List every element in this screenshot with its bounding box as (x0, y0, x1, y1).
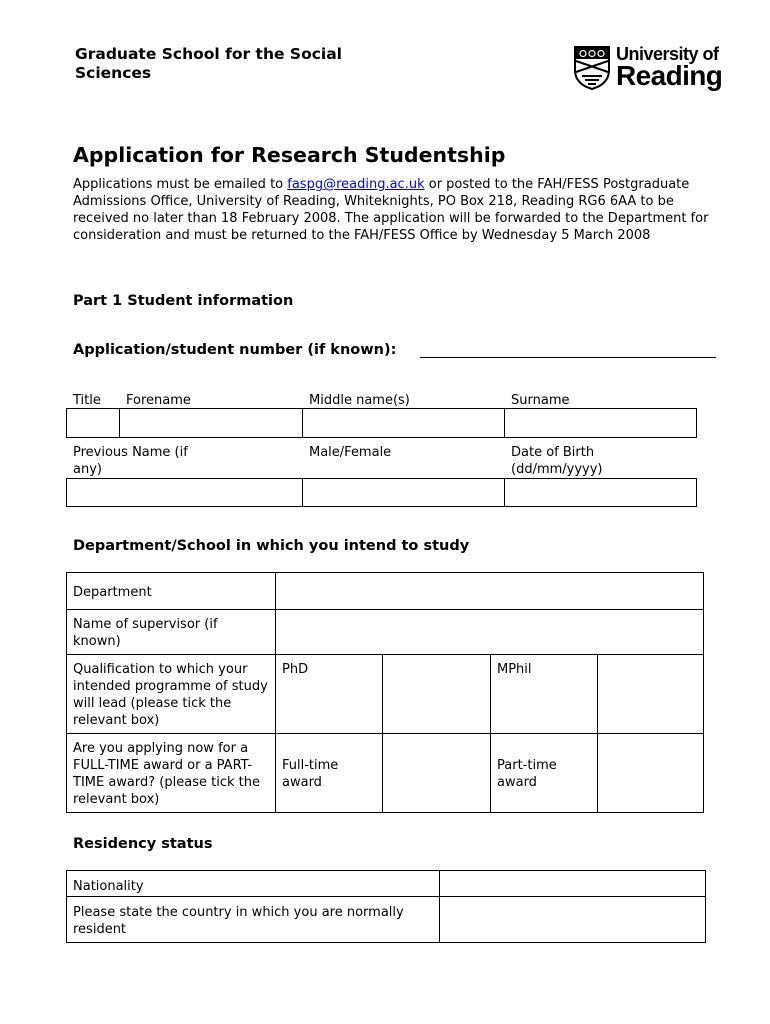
phd-option-label: PhD (276, 655, 383, 734)
title-field[interactable] (67, 409, 120, 438)
intro-paragraph: Applications must be emailed to faspg@reading.ac.uk or posted to the FAH/FESS Postgraduate Admissions Office, University of Reading, Whiteknights, PO Box 218, Reading RG6 6AA to be received no later than 18 February 2008. The application will be forwarded to the Department for consideration and must be returned to the FAH/FESS Office by Wednesday 5 March 2008 (73, 177, 709, 243)
dob-label: Date of Birth (dd/mm/yyyy) (511, 445, 603, 477)
gender-field[interactable] (303, 479, 505, 507)
supervisor-field[interactable] (276, 610, 704, 655)
department-heading: Department/School in which you intend to study (73, 538, 470, 554)
dob-field[interactable] (505, 479, 697, 507)
nationality-label: Nationality (67, 871, 440, 897)
mphil-checkbox[interactable] (598, 655, 704, 734)
surname-label: Surname (511, 393, 570, 408)
name-fields-row (66, 408, 697, 438)
title-label: Title (73, 393, 101, 408)
middle-names-label: Middle name(s) (309, 393, 410, 408)
surname-field[interactable] (505, 409, 697, 438)
university-logo: University of Reading (574, 44, 726, 94)
department-table (66, 572, 704, 813)
app-number-field[interactable] (420, 357, 716, 358)
qualification-label: Qualification to which your intended programme of study will lead (please tick the relevant box) (67, 655, 276, 734)
part-time-checkbox[interactable] (598, 734, 704, 813)
gender-label: Male/Female (309, 445, 392, 460)
middle-names-field[interactable] (303, 409, 505, 438)
residency-table (66, 870, 706, 943)
nationality-field[interactable] (440, 871, 706, 897)
country-field[interactable] (440, 897, 706, 943)
details-fields-row (66, 478, 697, 507)
part1-heading: Part 1 Student information (73, 293, 294, 309)
supervisor-label: Name of supervisor (if known) (67, 610, 276, 655)
full-time-option-label: Full-time award (276, 734, 383, 813)
phd-checkbox[interactable] (383, 655, 491, 734)
department-field[interactable] (276, 573, 704, 610)
residency-heading: Residency status (73, 836, 213, 852)
previous-name-field[interactable] (67, 479, 303, 507)
forename-field[interactable] (120, 409, 303, 438)
app-number-label: Application/student number (if known): (73, 342, 397, 358)
full-time-checkbox[interactable] (383, 734, 491, 813)
page-title: Application for Research Studentship (73, 143, 506, 167)
email-link[interactable]: faspg@reading.ac.uk (287, 177, 425, 192)
mphil-option-label: MPhil (491, 655, 598, 734)
crest-icon (574, 46, 610, 90)
part-time-option-label: Part-time award (491, 734, 598, 813)
department-label: Department (67, 573, 276, 610)
school-name: Graduate School for the Social Sciences (75, 45, 342, 82)
forename-label: Forename (126, 393, 191, 408)
country-label: Please state the country in which you are normally resident (67, 897, 440, 943)
study-mode-label: Are you applying now for a FULL-TIME award or a PART-TIME award? (please tick the relevant box) (67, 734, 276, 813)
previous-name-label: Previous Name (if any) (73, 445, 188, 477)
